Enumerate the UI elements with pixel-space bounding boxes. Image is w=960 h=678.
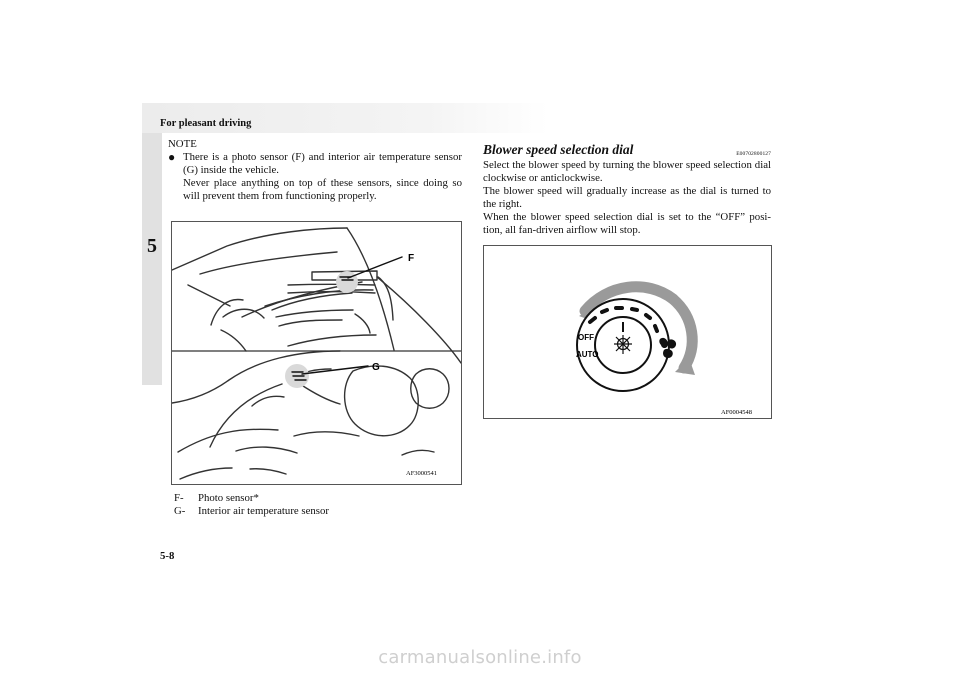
lower-wheel-line	[178, 429, 278, 452]
sensor-location-illustration	[172, 222, 461, 484]
note-bullet-text	[183, 151, 462, 203]
speed-mark-6	[655, 326, 657, 331]
section-paragraph-3: When the blower speed selection dial is set to the “OFF” posi-tion, all fan-driven airflow will stop.	[483, 211, 771, 236]
dial-direction-arc-right	[673, 299, 692, 368]
note-title: NOTE	[168, 138, 197, 150]
photo-sensor-leader	[348, 257, 402, 278]
car-left-side-line	[188, 285, 230, 306]
right-column	[483, 138, 771, 237]
note-bullet-line-2: Never place anything on top of these sensors, since doing so will prevent them from functioning properly.	[183, 177, 462, 202]
off-label: OFF	[578, 333, 594, 342]
section-body	[483, 159, 771, 237]
photo-sensor-highlight	[336, 271, 358, 293]
blower-dial-figure	[483, 245, 772, 419]
grille-top	[276, 310, 353, 317]
section-paragraph-1: Select the blower speed by turning the blower speed selection dial clockwise or anticlockwise.	[483, 159, 771, 184]
legend-label-f: Photo sensor*	[198, 492, 259, 504]
section-number: 5	[147, 235, 157, 257]
dash-lower-line	[288, 292, 375, 294]
gauge-large	[345, 366, 419, 436]
left-figure-code: AF3000541	[406, 470, 438, 477]
temperature-sensor-leader	[302, 366, 368, 374]
grille-bottom	[279, 320, 342, 326]
section-heading-row	[483, 138, 771, 158]
callout-f-label: F	[408, 253, 415, 264]
steering-wheel-arc	[210, 384, 282, 447]
watermark-text: carmanualsonline.info	[378, 647, 582, 668]
section-tab	[142, 133, 162, 385]
section-title: Blower speed selection dial	[483, 142, 634, 157]
front-fender-line	[377, 277, 461, 363]
legend-label-g: Interior air temperature sensor	[198, 505, 330, 517]
callout-g-label: G	[372, 362, 380, 373]
lower-trim-line	[250, 469, 286, 474]
lower-seat-line	[236, 447, 297, 453]
windshield-edge-line	[172, 228, 347, 270]
legend-key-g: G-	[174, 505, 186, 517]
legend-row-f	[174, 492, 464, 505]
speed-mark-5	[646, 315, 650, 318]
speed-mark-2	[602, 310, 607, 312]
sensor-location-figure	[171, 221, 462, 485]
dash-upper-line	[288, 284, 375, 285]
right-trim-line	[402, 450, 434, 455]
headlamp-top	[272, 293, 352, 310]
page-header-title: For pleasant driving	[160, 118, 252, 129]
section-code: E00702800127	[736, 151, 771, 157]
left-mirror-outline	[211, 300, 243, 325]
sensor-legend	[174, 492, 464, 518]
roof-line	[200, 252, 337, 274]
blower-dial-illustration	[484, 246, 771, 418]
page-number: 5-8	[160, 550, 175, 562]
left-front-edge	[221, 330, 246, 351]
left-column	[168, 138, 462, 203]
right-headlight-edge	[355, 314, 370, 333]
legend-row-g	[174, 505, 464, 518]
lower-console-line	[180, 468, 232, 479]
lower-panel-line	[294, 432, 359, 436]
sensor-housing-upper	[252, 396, 284, 406]
legend-key-f: F-	[174, 492, 184, 504]
note-bullet-line-1: There is a photo sensor (F) and interior air temperature sensor (G) inside the vehicle.	[183, 151, 462, 176]
speed-mark-4	[632, 309, 637, 310]
auto-label: AUTO	[576, 350, 599, 359]
note-bullet	[168, 151, 462, 203]
section-paragraph-2: The blower speed will gradually increase as the dial is turned to the right.	[483, 185, 771, 210]
front-bumper-line	[288, 335, 376, 346]
bullet-icon: ●	[168, 150, 176, 164]
right-figure-code: AF0004548	[721, 409, 753, 416]
sensor-housing-lower	[300, 384, 340, 404]
